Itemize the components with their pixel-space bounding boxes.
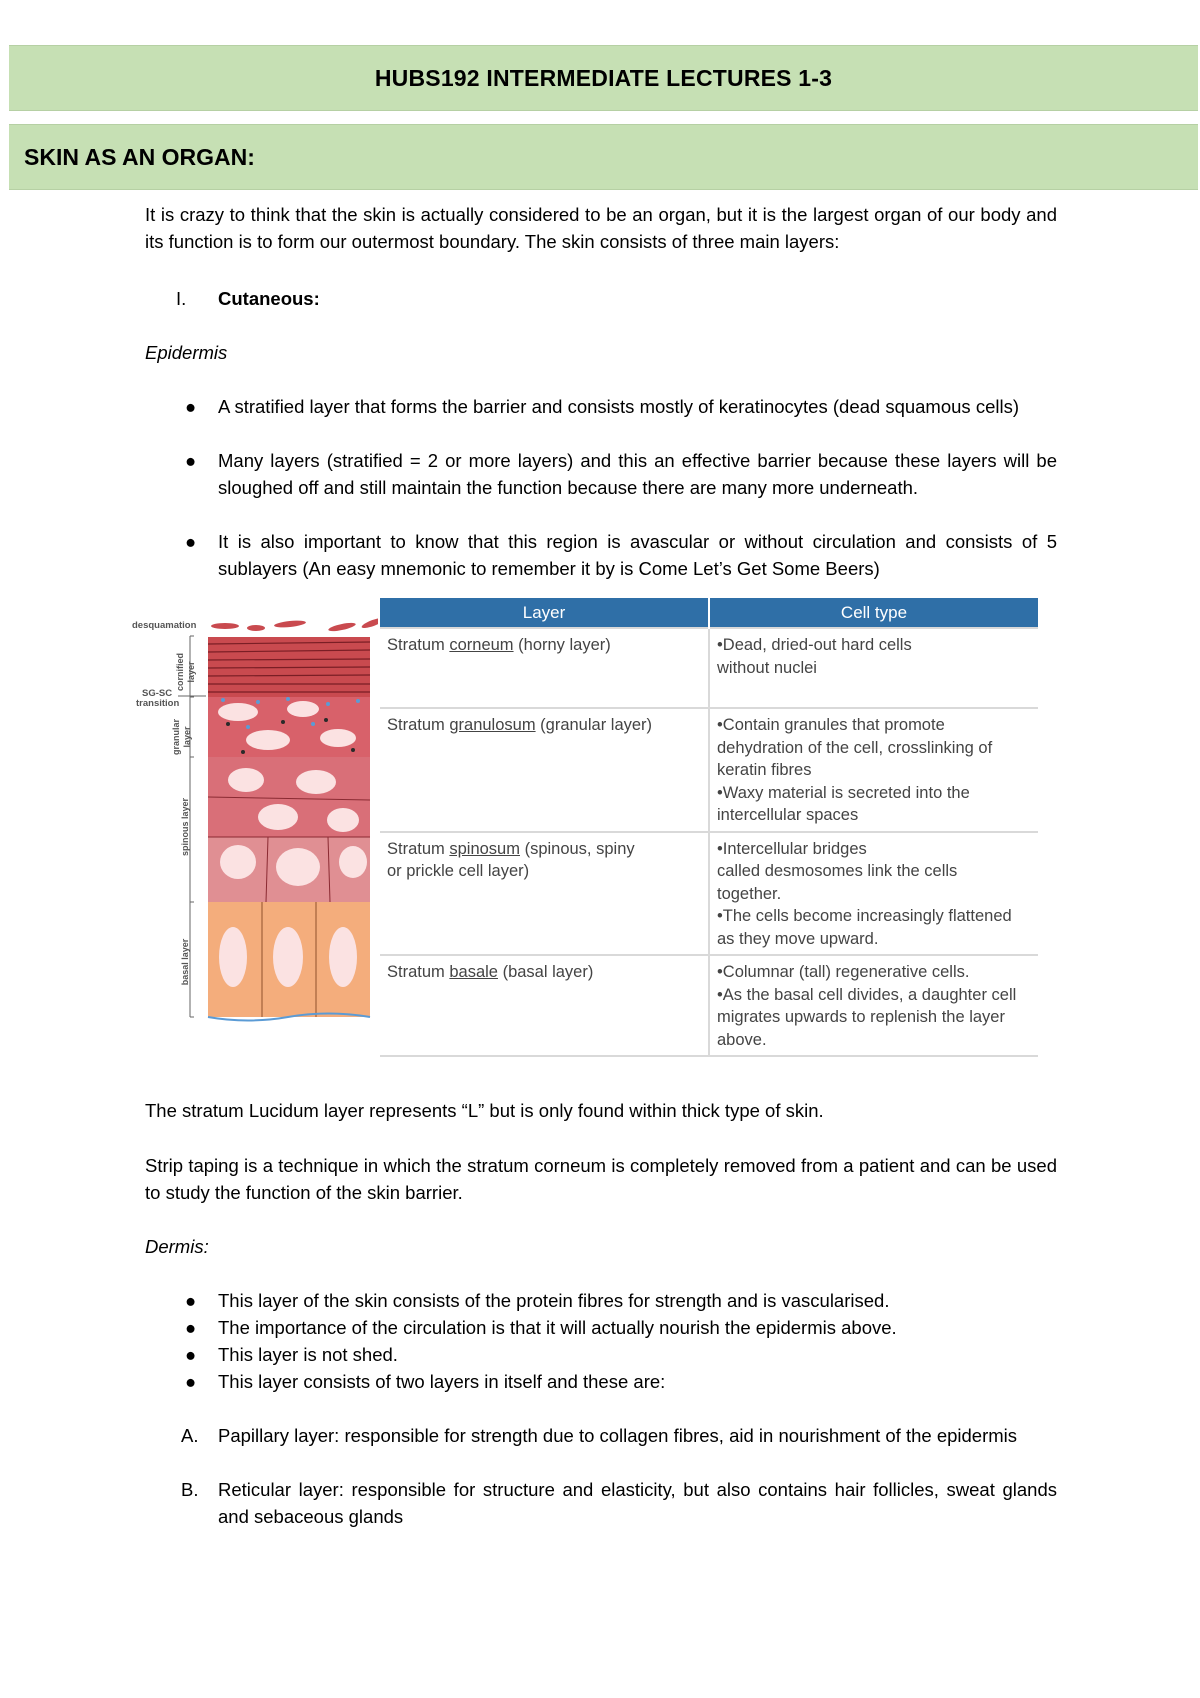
layer-suffix: (basal layer) xyxy=(497,963,594,981)
cell-type-line: above. xyxy=(717,1030,767,1049)
bullet-icon: ● xyxy=(185,531,197,552)
bullet-icon: ● xyxy=(185,1317,197,1338)
cell-type-line: •As the basal cell divides, a daughter cell xyxy=(717,985,1017,1004)
document-title: HUBS192 INTERMEDIATE LECTURES 1-3 xyxy=(374,64,833,91)
cell-type-cell xyxy=(709,832,1038,956)
layer-name: basale xyxy=(449,963,498,981)
granular-label-1: granular xyxy=(171,718,181,756)
cell-type-line: •Columnar (tall) regenerative cells. xyxy=(717,963,970,981)
table-row xyxy=(380,708,1038,832)
layer-prefix: Stratum xyxy=(387,839,450,858)
table-header-row xyxy=(380,598,1038,628)
bullet-icon: ● xyxy=(185,1371,197,1392)
layer-bracket-ticks xyxy=(190,636,194,1017)
layer-name: granulosum xyxy=(449,716,536,734)
cell-type-cell xyxy=(709,628,1038,708)
bullet-icon: ● xyxy=(185,1290,197,1311)
cornified-label-2: layer xyxy=(186,661,196,683)
table-row xyxy=(380,832,1038,956)
epidermis-bullet-text: It is also important to know that this region is avascular or without circulation and consists of 5 sublayers (An easy mnemonic to remember it by is Come Let’s Get Some Beers) xyxy=(218,531,1057,579)
cell-type-line: •Intercellular bridges xyxy=(717,839,867,858)
bullet-icon: ● xyxy=(185,1344,197,1365)
layer-cell xyxy=(380,955,709,1056)
layer-suffix: (horny layer) xyxy=(513,636,611,654)
epidermis-bullet-text: A stratified layer that forms the barrier and consists mostly of keratinocytes (dead squamous cells) xyxy=(218,396,1019,417)
cell-type-line: migrates upwards to replenish the layer xyxy=(717,1008,1005,1026)
spinous-label: spinous layer xyxy=(180,797,190,857)
epidermis-bullet xyxy=(145,447,1057,501)
layer-name: corneum xyxy=(449,636,514,654)
layer-cell-type-table xyxy=(380,598,1038,1057)
dermis-bullet-text: The importance of the circulation is that it will actually nourish the epidermis above. xyxy=(218,1317,897,1338)
cell-type-cell xyxy=(709,708,1038,832)
layer-prefix: Stratum xyxy=(387,963,450,981)
strip-taping-paragraph: Strip taping is a technique in which the stratum corneum is completely removed from a patient and can be used to study the function of the skin barrier. xyxy=(145,1155,1057,1203)
dermis-bullet xyxy=(145,1287,1057,1314)
desquamation-label: desquamation xyxy=(132,620,197,631)
cornified-label-1: cornified xyxy=(175,652,185,692)
dermis-bullet xyxy=(145,1368,1057,1395)
sublayer-letter: A. xyxy=(181,1425,199,1446)
cell-type-cell xyxy=(709,955,1038,1056)
dermis-bullet-text: This layer of the skin consists of the protein fibres for strength and is vascularised. xyxy=(218,1290,890,1311)
lucidum-paragraph: The stratum Lucidum layer represents “L” but is only found within thick type of skin. xyxy=(145,1100,824,1121)
cell-type-line: together. xyxy=(717,884,782,903)
cell-type-line: •Dead, dried-out hard cells xyxy=(717,636,912,654)
table-header-cell-type: Cell type xyxy=(709,598,1038,628)
table-row xyxy=(380,628,1038,708)
section-title: SKIN AS AN ORGAN: xyxy=(24,143,255,170)
epidermis-diagram xyxy=(128,612,378,1062)
epidermis-bullet-text: Many layers (stratified = 2 or more layers) and this an effective barrier because these layers will be sloughed off and still maintain the function because there are many more underneath. xyxy=(218,450,1057,498)
roman-number: I. xyxy=(176,288,187,309)
sgsc-label-1: SG-SC xyxy=(142,688,173,699)
cell-type-line: without nuclei xyxy=(717,658,817,677)
section-banner xyxy=(9,124,1198,190)
layer-cell xyxy=(380,628,709,708)
dermis-bullet xyxy=(145,1314,1057,1341)
sublayer-letter: B. xyxy=(181,1479,199,1500)
epidermis-bullet xyxy=(145,393,1057,420)
dermis-bullet-text: This layer is not shed. xyxy=(218,1344,398,1365)
layer-name: spinosum xyxy=(449,839,520,858)
dermis-bullet xyxy=(145,1341,1057,1368)
cell-type-line: as they move upward. xyxy=(717,929,879,948)
basal-label: basal layer xyxy=(180,938,190,986)
dermis-sublayer-item xyxy=(176,1422,1057,1449)
cell-type-line: keratin fibres xyxy=(717,761,812,779)
layer-prefix: Stratum xyxy=(387,636,450,654)
cell-type-line: called desmosomes link the cells xyxy=(717,862,958,880)
dermis-sublayer-item xyxy=(176,1476,1057,1530)
table-row xyxy=(380,955,1038,1056)
bullet-icon: ● xyxy=(185,450,197,471)
layer-cell xyxy=(380,832,709,956)
document-title-banner xyxy=(9,45,1198,111)
cell-type-line: intercellular spaces xyxy=(717,806,859,824)
layer-suffix: (spinous, spiny xyxy=(519,839,635,858)
epidermis-illustration xyxy=(128,612,378,1067)
dermis-bullet-text: This layer consists of two layers in itself and these are: xyxy=(218,1371,666,1392)
sgsc-label-2: transition xyxy=(136,698,180,709)
epidermis-heading: Epidermis xyxy=(145,342,228,363)
desquamation-flakes xyxy=(211,616,378,633)
layer-cell xyxy=(380,708,709,832)
bullet-icon: ● xyxy=(185,396,197,417)
layer-suffix-line2: or prickle cell layer) xyxy=(387,862,530,880)
epidermis-bullet xyxy=(145,528,1057,582)
sublayer-text: Papillary layer: responsible for strength due to collagen fibres, aid in nourishment of the epidermis xyxy=(218,1425,1018,1446)
cell-type-line: •Contain granules that promote xyxy=(717,716,945,734)
sublayer-text: Reticular layer: responsible for structure and elasticity, but also contains hair follicles, sweat glands and sebaceous glands xyxy=(218,1479,1057,1527)
layer-suffix: (granular layer) xyxy=(535,716,653,734)
cell-type-line: •The cells become increasingly flattened xyxy=(717,907,1012,925)
table-header-layer: Layer xyxy=(380,598,709,628)
basal-nuclei xyxy=(219,927,357,987)
cell-type-line: dehydration of the cell, crosslinking of xyxy=(717,738,993,757)
intro-paragraph: It is crazy to think that the skin is actually considered to be an organ, but it is the largest organ of our body and its function is to form our outermost boundary. The skin consists of three main layers: xyxy=(145,204,1057,252)
dermis-heading: Dermis: xyxy=(145,1236,209,1257)
granular-label-2: layer xyxy=(182,726,192,748)
layer-prefix: Stratum xyxy=(387,716,450,734)
cell-type-line: •Waxy material is secreted into the xyxy=(717,783,970,802)
roman-label: Cutaneous: xyxy=(218,288,320,309)
